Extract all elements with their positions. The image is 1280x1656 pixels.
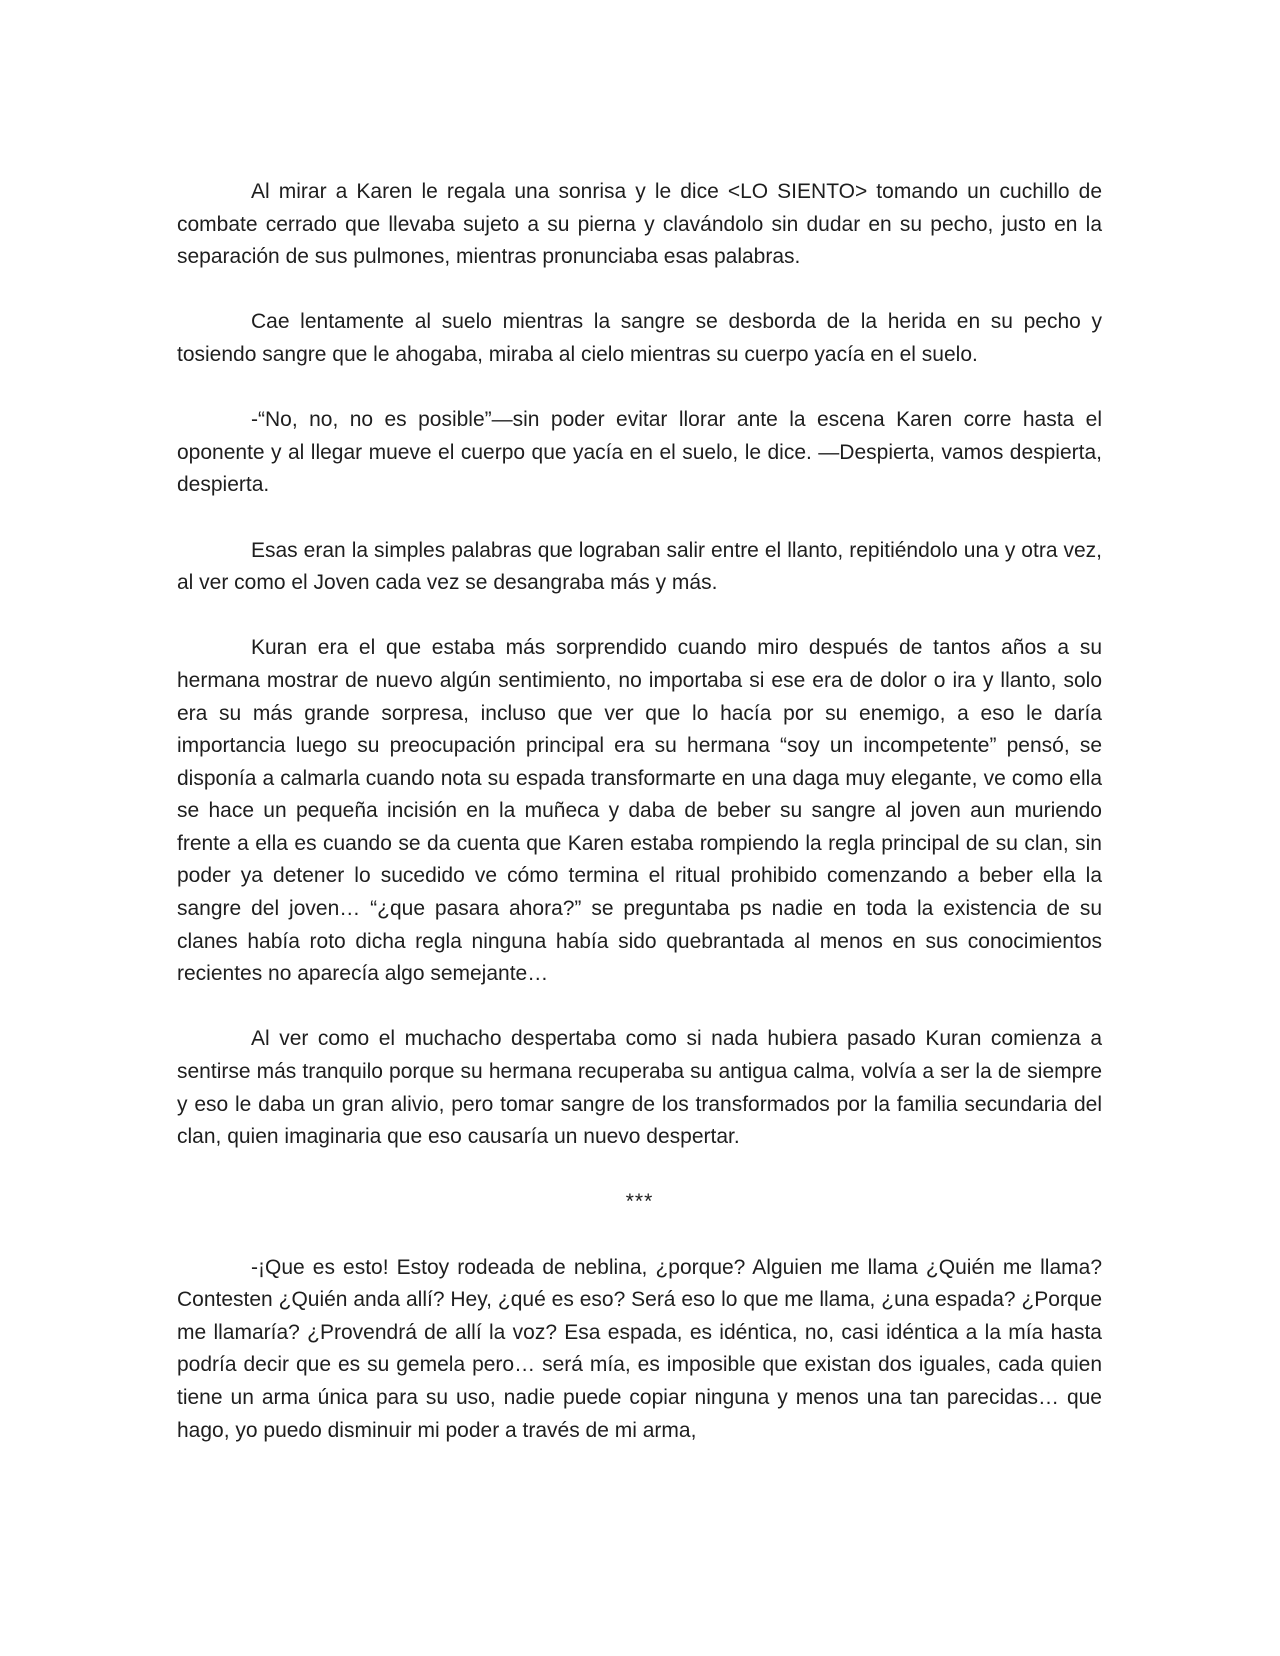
paragraph-4: Esas eran la simples palabras que lograban salir entre el llanto, repitiéndolo una y otra vez, al ver como el Joven cada vez se desangraba más y más.: [177, 538, 1102, 595]
paragraph-1: Al mirar a Karen le regala una sonrisa y le dice <LO SIENTO> tomando un cuchillo de combate cerrado que llevaba sujeto a su pierna y clavándolo sin dudar en su pecho, justo en la separación de sus pulmones, mientras pronunciaba esas palabras.: [177, 180, 1102, 269]
scene-separator: ***: [625, 1190, 654, 1214]
paragraph-3: -“No, no, no es posible”—sin poder evitar llorar ante la escena Karen corre hasta el oponente y al llegar mueve el cuerpo que yacía en el suelo, le dice. —Despierta, vamos despierta, despierta.: [177, 408, 1102, 497]
document-page: [177, 176, 1102, 1447]
paragraph-5: Kuran era el que estaba más sorprendido cuando miro después de tantos años a su hermana mostrar de nuevo algún sentimiento, no importaba si ese era de dolor o ira y llanto, solo era su más grande sorpresa, incluso que ver que lo hacía por su enemigo, a eso le daría importancia luego su preocupación principal era su hermana “soy un incompetente” pensó, se disponía a calmarla cuando nota su espada transformarte en una daga muy elegante, ve como ella se hace un pequeña incisión en la muñeca y daba de beber su sangre al joven aun muriendo frente a ella es cuando se da cuenta que Karen estaba rompiendo la regla principal de su clan, sin poder ya detener lo sucedido ve cómo termina el ritual prohibido comenzando a beber ella la sangre del joven… “¿que pasara ahora?” se preguntaba ps nadie en toda la existencia de su clanes había roto dicha regla ninguna había sido quebrantada al menos en sus conocimientos recientes no aparecía algo semejante…: [177, 636, 1102, 986]
paragraph-2: Cae lentamente al suelo mientras la sangre se desborda de la herida en su pecho y tosiendo sangre que le ahogaba, miraba al cielo mientras su cuerpo yacía en el suelo.: [177, 310, 1102, 366]
paragraph-7: -¡Que es esto! Estoy rodeada de neblina, ¿porque? Alguien me llama ¿Quién me llama? Contesten ¿Quién anda allí? Hey, ¿qué es eso? Será eso lo que me llama, ¿una espada? ¿Porque me llamaría? ¿Provendrá de allí la voz? Esa espada, es idéntica, no, casi idéntica a la mía hasta podría decir que es su gemela pero… será mía, es imposible que existan dos iguales, cada quien tiene un arma única para su uso, nadie puede copiar ninguna y menos una tan parecidas… que hago, yo puedo disminuir mi poder a través de mi arma,: [177, 1255, 1102, 1442]
paragraph-6: Al ver como el muchacho despertaba como si nada hubiera pasado Kuran comienza a sentirse más tranquilo porque su hermana recuperaba su antigua calma, volvía a ser la de siempre y eso le daba un gran alivio, pero tomar sangre de los transformados por la familia secundaria del clan, quien imaginaria que eso causaría un nuevo despertar.: [177, 1027, 1102, 1149]
